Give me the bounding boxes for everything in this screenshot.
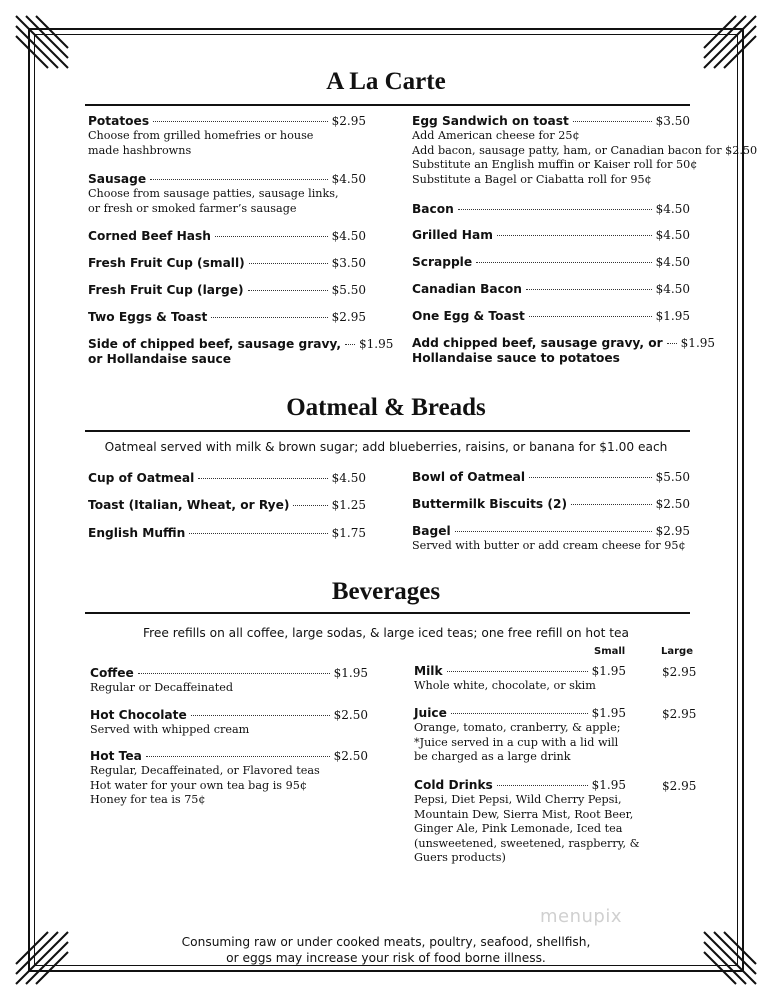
dot-leader: [573, 121, 652, 122]
section-rule: [85, 612, 690, 614]
menu-item-row: [414, 706, 626, 721]
menu-item-price: $1.95: [333, 666, 368, 680]
menu-item: [412, 497, 690, 512]
dot-leader: [476, 262, 652, 263]
menu-item-description: made hashbrowns: [88, 143, 192, 157]
menu-item: [88, 471, 366, 486]
menu-item-row: [88, 337, 394, 352]
menu-item-description: Pepsi, Diet Pepsi, Wild Cherry Pepsi,: [414, 793, 622, 806]
menu-item-row: [88, 172, 366, 187]
menu-item: [412, 255, 690, 270]
menu-item-name: One Egg & Toast: [412, 309, 525, 323]
menu-item: [414, 778, 640, 866]
menu-item-description: Orange, tomato, cranberry, & apple;: [414, 721, 621, 734]
menu-item-name: Canadian Bacon: [412, 282, 522, 296]
menu-item-description: Served with whipped cream: [90, 723, 250, 736]
corner-ornament-top-right: [700, 12, 760, 72]
menu-item-price: $1.95: [591, 778, 626, 792]
menu-item-row: [412, 255, 690, 270]
menu-item-row: [88, 114, 366, 129]
dot-leader: [526, 289, 652, 290]
menu-item-name: Two Eggs & Toast: [88, 310, 208, 324]
menu-item-description: or fresh or smoked farmer’s sausage: [88, 201, 297, 215]
menu-item-row: [412, 202, 690, 217]
large-size-price: $2.95: [662, 779, 697, 793]
menu-item-price: $4.50: [655, 282, 690, 296]
dot-leader: [345, 344, 355, 345]
menu-item-description: be charged as a large drink: [414, 750, 571, 763]
menu-item-description: *Juice served in a cup with a lid will: [414, 735, 619, 749]
menu-item: [412, 309, 690, 324]
menu-item-price: $4.50: [655, 255, 690, 269]
menu-item-name: Hot Tea: [90, 749, 142, 763]
menu-item-row: [412, 228, 690, 243]
menu-item-row: [88, 526, 366, 541]
beverages-note: Free refills on all coffee, large sodas, & large iced teas; one free refill on hot tea: [142, 626, 630, 640]
menu-item-name: Corned Beef Hash: [88, 229, 211, 243]
menu-item-name: Hot Chocolate: [90, 708, 187, 722]
menu-item-row: [88, 229, 366, 244]
menu-item: [412, 524, 690, 554]
menu-item-description: Whole white, chocolate, or skim: [414, 679, 596, 692]
menu-item: [88, 256, 366, 271]
menu-item-price: $2.50: [655, 497, 690, 511]
dot-leader: [571, 504, 652, 505]
dot-leader: [215, 236, 328, 237]
menu-item: [88, 229, 366, 244]
menu-item-price: $2.50: [333, 708, 368, 722]
watermark: menupix: [540, 906, 623, 927]
menu-item-price: $3.50: [331, 256, 366, 270]
warning-line-1: Consuming raw or under cooked meats, poultry, seafood, shellfish,: [181, 935, 591, 949]
menu-item: [88, 498, 366, 513]
dot-leader: [211, 317, 327, 318]
large-size-price: $2.95: [662, 707, 697, 721]
menu-item-description: Regular, Decaffeinated, or Flavored teas: [90, 764, 320, 777]
menu-item-name: Scrapple: [412, 255, 473, 269]
menu-item-row: [90, 749, 368, 764]
menu-item-description: Guers products): [414, 851, 506, 864]
warning-line-2: or eggs may increase your risk of food borne illness.: [226, 951, 546, 965]
menu-item: [412, 228, 690, 243]
dot-leader: [249, 263, 328, 264]
menu-item-name: Buttermilk Biscuits (2): [412, 497, 568, 511]
menu-item-description: Choose from grilled homefries or house: [88, 129, 314, 142]
menu-item-row: [414, 664, 626, 679]
section-title-beverages: Beverages: [331, 578, 441, 605]
menu-item-row: [88, 256, 366, 271]
menu-item-price: $1.95: [655, 309, 690, 323]
menu-item-price: $5.50: [655, 470, 690, 484]
menu-item-description: Add bacon, sausage patty, ham, or Canadian bacon for $2.50: [412, 143, 758, 157]
menu-item-description: Mountain Dew, Sierra Mist, Root Beer,: [414, 807, 634, 821]
menu-item-name-continued: Hollandaise sauce to potatoes: [412, 351, 620, 365]
small-size-header: Small: [594, 646, 626, 657]
menu-item-row: [412, 309, 690, 324]
menu-item: [90, 666, 368, 696]
food-safety-warning: [0, 934, 772, 966]
dot-leader: [191, 715, 330, 716]
dot-leader: [248, 290, 328, 291]
menu-item: [88, 114, 366, 158]
menu-item: [88, 172, 366, 216]
menu-item: [414, 664, 626, 694]
menu-item: [412, 336, 716, 366]
menu-item: [88, 337, 394, 367]
dot-leader: [153, 121, 328, 122]
menu-item-row: [88, 471, 366, 486]
menu-item-name: Cup of Oatmeal: [88, 471, 195, 485]
dot-leader: [138, 673, 330, 674]
large-size-price: $2.95: [662, 665, 697, 679]
menu-item-row: [412, 282, 690, 297]
menu-item: [414, 706, 626, 765]
menu-item-row: [412, 470, 690, 485]
menu-item-name: Fresh Fruit Cup (small): [88, 256, 245, 270]
menu-item-price: $4.50: [655, 228, 690, 242]
menu-item: [88, 526, 366, 541]
menu-item: [90, 749, 368, 808]
menu-item-row: [412, 114, 690, 129]
menu-item: [88, 310, 366, 325]
menu-item-description: Substitute an English muffin or Kaiser roll for 50¢: [412, 158, 698, 171]
large-size-header: Large: [661, 646, 693, 657]
section-rule: [85, 430, 690, 432]
menu-item-description: Hot water for your own tea bag is 95¢: [90, 778, 307, 792]
menu-item-row: [412, 336, 716, 351]
menu-item-price: $1.95: [680, 336, 716, 350]
menu-item-description: Ginger Ale, Pink Lemonade, Iced tea: [414, 822, 623, 835]
menu-item-row: [90, 666, 368, 681]
dot-leader: [189, 533, 327, 534]
menu-item-name: Coffee: [90, 666, 134, 680]
menu-item-name: Milk: [414, 664, 443, 678]
menu-item-description: (unsweetened, sweetened, raspberry, &: [414, 836, 640, 850]
menu-item-name: Bacon: [412, 202, 454, 216]
menu-item-price: $1.25: [331, 498, 366, 512]
menu-item-row: [88, 498, 366, 513]
dot-leader: [146, 756, 330, 757]
section-title-oatmeal: Oatmeal & Breads: [286, 394, 486, 421]
dot-leader: [455, 531, 652, 532]
menu-item-name: Toast (Italian, Wheat, or Rye): [88, 498, 290, 512]
menu-item-price: $2.95: [331, 310, 366, 324]
menu-item-description: Substitute a Bagel or Ciabatta roll for 95¢: [412, 172, 652, 186]
menu-item-price: $1.95: [359, 337, 394, 351]
menu-item-price: $1.95: [591, 664, 626, 678]
menu-item-price: $4.50: [331, 229, 366, 243]
menu-item-price: $2.95: [655, 524, 690, 538]
menu-item-price: $3.50: [655, 114, 690, 128]
menu-item-name: Side of chipped beef, sausage gravy,: [88, 337, 342, 351]
menu-item: [412, 202, 690, 217]
menu-item-name-continued: or Hollandaise sauce: [88, 352, 231, 366]
menu-item-row: [88, 310, 366, 325]
oatmeal-note: Oatmeal served with milk & brown sugar; add blueberries, raisins, or banana for $1.00 each: [104, 440, 668, 454]
menu-item-name: Sausage: [88, 172, 147, 186]
menu-item-name: Potatoes: [88, 114, 150, 128]
menu-item: [412, 470, 690, 485]
menu-item-row: [412, 497, 690, 512]
menu-item-price: $4.50: [331, 471, 366, 485]
menu-item-price: $2.95: [331, 114, 366, 128]
dot-leader: [150, 179, 327, 180]
menu-item-row: [414, 778, 626, 793]
menu-item-price: $4.50: [331, 172, 366, 186]
dot-leader: [497, 785, 588, 786]
menu-item: [412, 114, 758, 187]
dot-leader: [447, 671, 588, 672]
dot-leader: [667, 343, 677, 344]
menu-item-name: Bowl of Oatmeal: [412, 470, 526, 484]
section-title-a-la-carte: A La Carte: [326, 68, 446, 95]
menu-item-name: Fresh Fruit Cup (large): [88, 283, 244, 297]
menu-item-description: Choose from sausage patties, sausage links,: [88, 187, 339, 200]
menu-item: [412, 282, 690, 297]
menu-item-price: $1.95: [591, 706, 626, 720]
dot-leader: [458, 209, 652, 210]
menu-item-name: Bagel: [412, 524, 451, 538]
dot-leader: [529, 316, 652, 317]
menu-item-row: [88, 283, 366, 298]
menu-item-name: English Muffin: [88, 526, 186, 540]
menu-item: [90, 708, 368, 738]
section-rule: [85, 104, 690, 106]
menu-item-row: [412, 524, 690, 539]
menu-item-name: Add chipped beef, sausage gravy, or: [412, 336, 663, 350]
menu-item-price: $1.75: [331, 526, 366, 540]
menu-item-price: $4.50: [655, 202, 690, 216]
menu-item-description: Served with butter or add cream cheese for 95¢: [412, 539, 686, 552]
dot-leader: [529, 477, 652, 478]
menu-item-name: Juice: [414, 706, 447, 720]
menu-item-row: [90, 708, 368, 723]
menu-item-name: Cold Drinks: [414, 778, 493, 792]
dot-leader: [198, 478, 327, 479]
menu-item-name: Grilled Ham: [412, 228, 493, 242]
dot-leader: [293, 505, 327, 506]
menu-item-price: $5.50: [331, 283, 366, 297]
menu-item-description: Regular or Decaffeinated: [90, 681, 234, 694]
menu-item: [88, 283, 366, 298]
menu-item-price: $2.50: [333, 749, 368, 763]
corner-ornament-top-left: [12, 12, 72, 72]
menu-item-description: Honey for tea is 75¢: [90, 793, 206, 806]
menu-item-description: Add American cheese for 25¢: [412, 129, 580, 142]
dot-leader: [451, 713, 588, 714]
menu-item-name: Egg Sandwich on toast: [412, 114, 569, 128]
dot-leader: [497, 235, 652, 236]
